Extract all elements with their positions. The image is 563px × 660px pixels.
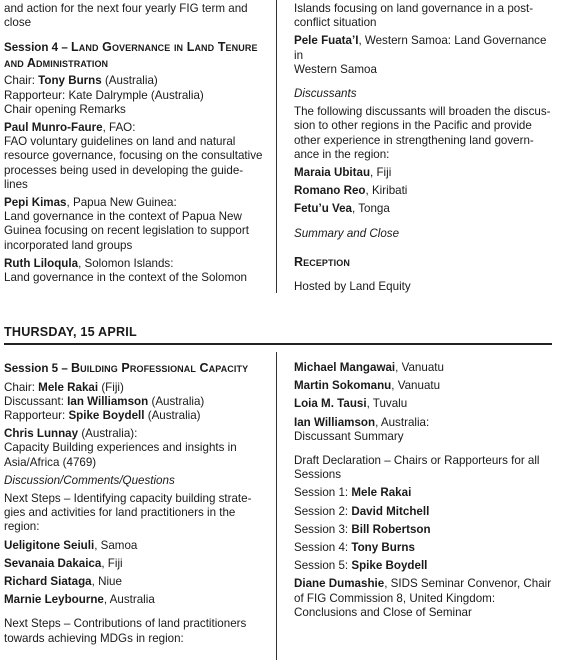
closing-entry: Diane Dumashie, SIDS Seminar Convenor, Chair of FIG Commission 8, United Kingdom: Conclusions and Close of Seminar (294, 577, 552, 619)
session-rapporteur: Session 5: Spike Boydell (294, 559, 428, 573)
discussant-entry: Romano Reo, Kiribati (294, 184, 408, 198)
next-steps-text: Next Steps – Identifying capacity building strate- gies and activities for land practitioners in the region: (4, 491, 252, 534)
person-entry: Loia M. Tausi, Tuvalu (294, 397, 408, 411)
person-entry: Sevanaia Dakaica, Fiji (4, 556, 123, 570)
person-entry: Michael Mangawai, Vanuatu (294, 361, 444, 374)
top-right-column (294, 2, 556, 299)
person-entry: Ueligitone Seiuli, Samoa (4, 538, 138, 552)
bottom-right-column (294, 361, 556, 624)
intro-text: and action for the next four yearly FIG term and close (4, 2, 248, 30)
summary-close: Summary and Close (294, 226, 400, 240)
speaker-entry: Paul Munro-Faure, FAO: FAO voluntary guidelines on land and natural resource governance, focusing on the consultative processes being used in developing the guide- lines (4, 121, 263, 191)
speaker-entry: Pepi Kimas, Papua New Guinea: Land governance in the context of Papua New Guinea focusing on recent legislation to support incorporated land groups (4, 196, 249, 252)
session-4-officers: Chair: Tony Burns (Australia) Rapporteur: Kate Dalrymple (Australia) Chair opening Remarks (4, 74, 204, 116)
speaker-entry: Pele Fuata’I, Western Samoa: Land Governance in Western Samoa (294, 34, 547, 76)
day-heading: THURSDAY, 15 APRIL (4, 325, 137, 339)
discussants-text: The following discussants will broaden the discus- sion to other regions in the Pacific and provide other experience in strengthening land govern- ance in the region: (294, 105, 551, 161)
session-5-officers: Chair: Mele Rakai (Fiji) Discussant: Ian Williamson (Australia) Rapporteur: Spike Boydell (Australia) (4, 380, 205, 422)
discussion-label: Discussion/Comments/Questions (4, 473, 175, 487)
bottom-left-column (4, 361, 272, 650)
discussants-label: Discussants (294, 87, 357, 101)
top-left-column (4, 2, 272, 289)
chair-name: Tony Burns (38, 74, 102, 88)
person-entry: Marnie Leybourne, Australia (4, 593, 155, 607)
person-entry: Richard Siataga, Niue (4, 574, 122, 588)
reception-text: Hosted by Land Equity (294, 280, 411, 294)
session-rapporteur: Session 4: Tony Burns (294, 541, 415, 555)
continued-text: Islands focusing on land governance in a post- conflict situation (294, 2, 534, 30)
column-divider (276, 352, 277, 660)
draft-declaration: Draft Declaration – Chairs or Rapporteurs for all Sessions (294, 454, 540, 482)
discussant-entry: Fetu’u Vea, Tonga (294, 202, 390, 216)
discussant-summary: Ian Williamson, Australia: Discussant Summary (294, 415, 430, 443)
next-steps-text: Next Steps – Contributions of land practitioners towards achieving MDGs in region: (4, 617, 247, 645)
column-divider (276, 0, 277, 293)
day-heading-rule (4, 343, 552, 345)
speaker-entry: Ruth Liloqula, Solomon Islands: Land governance in the context of the Solomon (4, 256, 247, 285)
person-entry: Martin Sokomanu, Vanuatu (294, 379, 441, 393)
session-rapporteur: Session 3: Bill Robertson (294, 522, 431, 536)
session-4-heading: Session 4 – Land Governance in Land Tenure and Administration (4, 40, 258, 70)
session-rapporteur: Session 2: David Mitchell (294, 504, 430, 518)
session-rapporteur: Session 1: Mele Rakai (294, 486, 412, 500)
discussant-entry: Maraia Ubitau, Fiji (294, 166, 392, 180)
session-5-heading: Session 5 – Building Professional Capacity (4, 361, 249, 375)
speaker-entry: Chris Lunnay (Australia): Capacity Building experiences and insights in Asia/Africa (4769) (4, 427, 237, 469)
reception-heading: Reception (294, 254, 350, 269)
